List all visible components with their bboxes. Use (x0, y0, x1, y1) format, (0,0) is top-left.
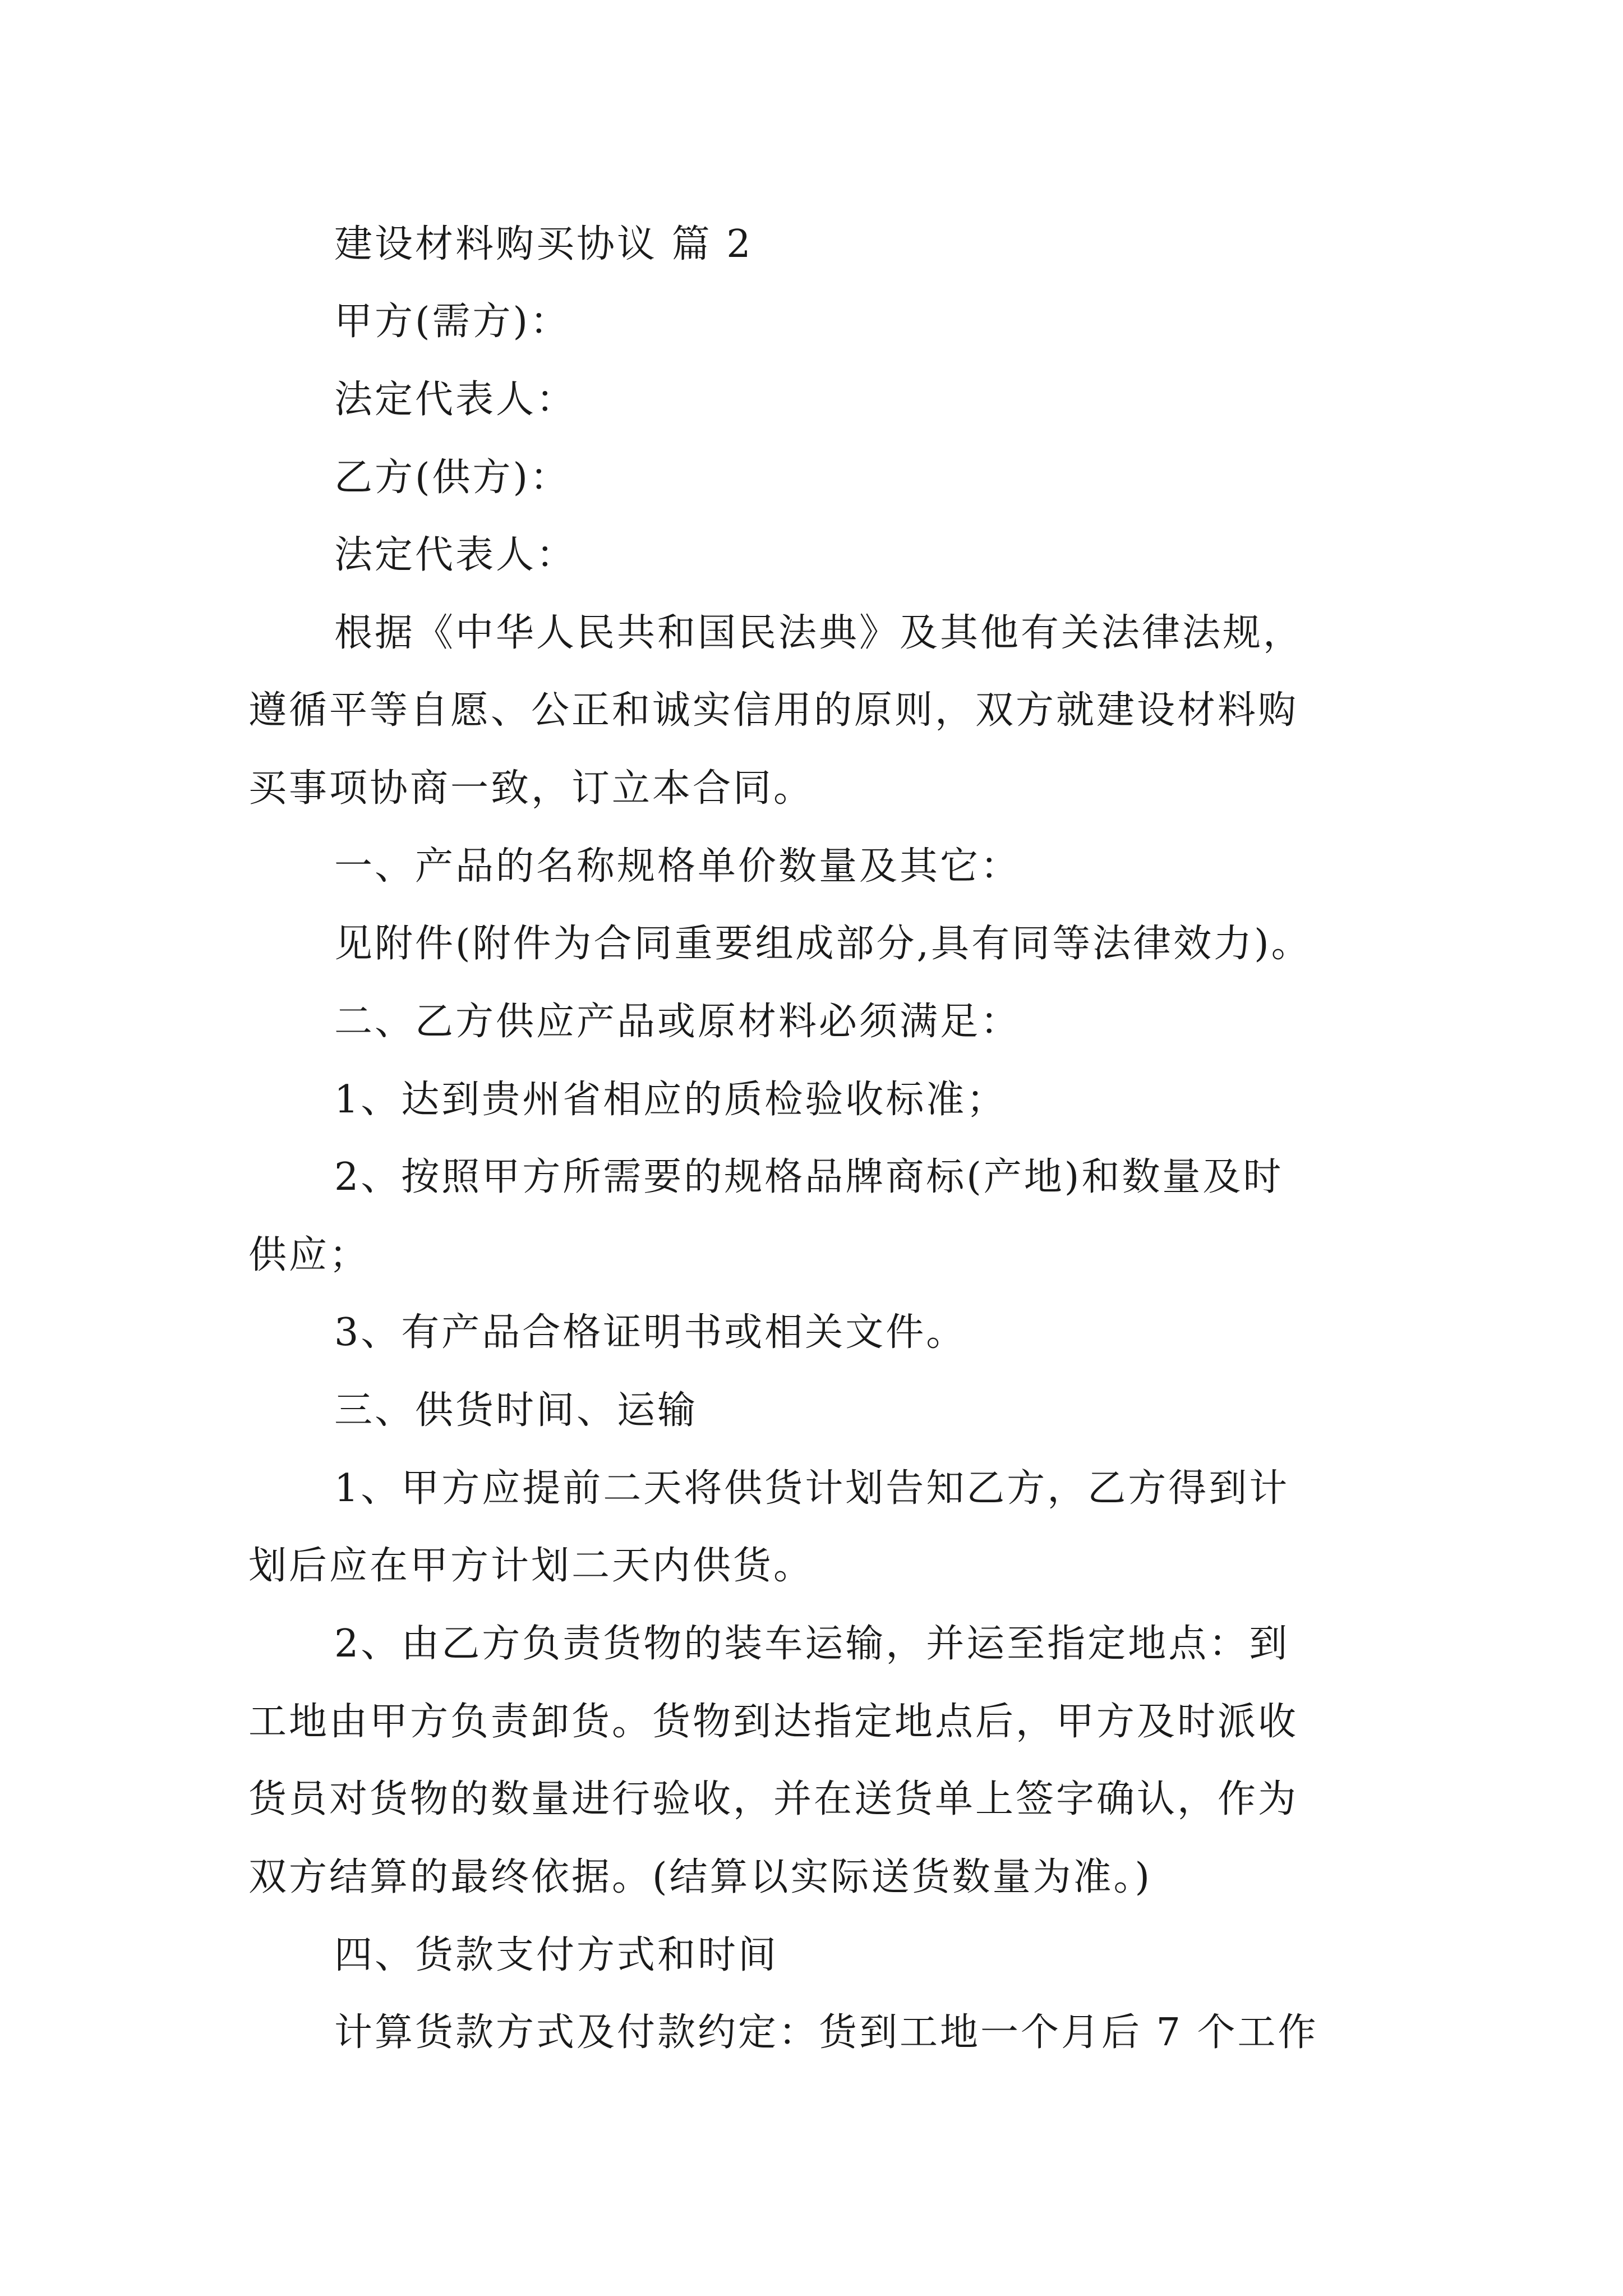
section-1-heading: 一、产品的名称规格单价数量及其它： (334, 844, 1021, 889)
section-1-text: 见附件(附件为合同重要组成部分,具有同等法律效力)。 (334, 922, 1312, 966)
section-3-heading: 三、供货时间、运输 (334, 1388, 698, 1433)
section-3-item-2-line-3: 货员对货物的数量进行验收，并在送货单上签字确认，作为 (248, 1777, 1299, 1821)
preamble-line-1: 根据《中华人民共和国民法典》及其他有关法律法规， (334, 611, 1304, 655)
section-2-heading: 二、乙方供应产品或原材料必须满足： (334, 1000, 1021, 1044)
party-a-label: 甲方(需方)： (334, 300, 571, 344)
section-3-item-1-line-1: 1、甲方应提前二天将供货计划告知乙方，乙方得到计 (334, 1466, 1290, 1511)
section-3-item-2-line-2: 工地由甲方负责卸货。货物到达指定地点后，甲方及时派收 (248, 1700, 1299, 1744)
section-2-item-1: 1、达到贵州省相应的质检验收标准； (334, 1078, 1007, 1122)
document-title: 建设材料购买协议 篇 2 (334, 222, 753, 266)
party-b-representative-label: 法定代表人： (334, 533, 577, 577)
section-2-item-2-line-2: 供应； (248, 1233, 370, 1277)
section-3-item-2-line-1: 2、由乙方负责货物的装车运输，并运至指定地点：到 (334, 1622, 1290, 1666)
preamble-line-2: 遵循平等自愿、公正和诚实信用的原则，双方就建设材料购 (248, 688, 1299, 733)
preamble-line-3: 买事项协商一致，订立本合同。 (248, 766, 814, 811)
section-2-item-2-line-1: 2、按照甲方所需要的规格品牌商标(产地)和数量及时 (334, 1155, 1284, 1199)
section-3-item-2-line-4: 双方结算的最终依据。(结算以实际送货数量为准。) (248, 1855, 1152, 1899)
section-4-text-line-1: 计算货款方式及付款约定：货到工地一个月后 7 个工作 (334, 2010, 1318, 2055)
section-4-heading: 四、货款支付方式和时间 (334, 1933, 779, 1977)
section-2-item-3: 3、有产品合格证明书或相关文件。 (334, 1310, 967, 1355)
section-3-item-1-line-2: 划后应在甲方计划二天内供货。 (248, 1544, 814, 1588)
party-b-label: 乙方(供方)： (334, 455, 571, 500)
party-a-representative-label: 法定代表人： (334, 378, 577, 422)
